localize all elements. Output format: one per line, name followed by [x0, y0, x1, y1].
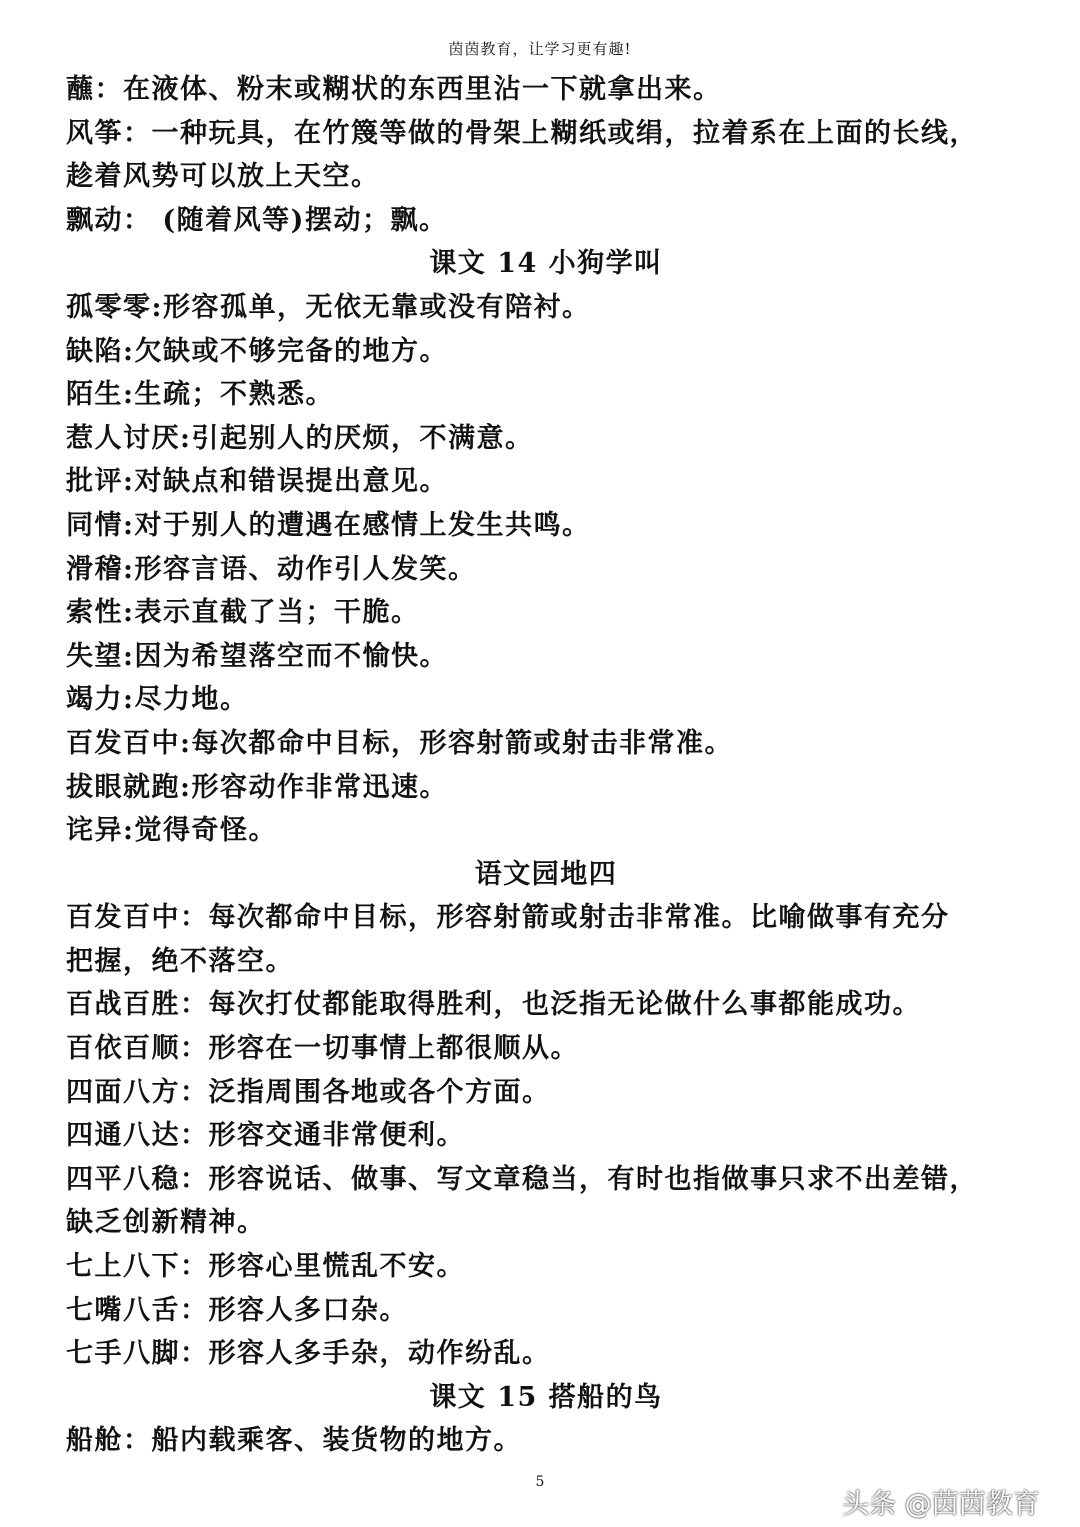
definition-line: 七嘴八舌：形容人多口杂。: [66, 1294, 408, 1326]
definition-line: 四平八稳：形容说话、做事、写文章稳当，有时也指做事只求不出差错，: [66, 1163, 978, 1195]
definition-line: 批评:对缺点和错误提出意见。: [66, 466, 448, 498]
definition-line: 百发百中:每次都命中目标，形容射箭或射击非常准。: [66, 727, 733, 759]
definition-line: 飘动： (随着风等)摆动；飘。: [66, 204, 448, 236]
definition-line: 孤零零:形容孤单，无依无靠或没有陪衬。: [66, 291, 591, 323]
definition-line: 七手八脚：形容人多手杂，动作纷乱。: [66, 1338, 551, 1370]
definition-line: 缺陷:欠缺或不够完备的地方。: [66, 335, 448, 367]
definition-line: 缺乏创新精神。: [66, 1207, 266, 1239]
definition-line: 拔眼就跑:形容动作非常迅速。: [66, 771, 448, 803]
definition-line: 蘸：在液体、粉末或糊状的东西里沾一下就拿出来。: [66, 74, 722, 105]
definition-line: 趁着风势可以放上天空。: [66, 161, 380, 193]
definition-line: 百战百胜：每次打仗都能取得胜利，也泛指无论做什么事都能成功。: [66, 989, 921, 1021]
definition-line: 同情:对于别人的遭遇在感情上发生共鸣。: [66, 509, 591, 541]
section-heading: 课文 14 小狗学叫: [429, 248, 663, 280]
definition-line: 七上八下：形容心里慌乱不安。: [66, 1251, 465, 1283]
definition-line: 竭力:尽力地。: [66, 684, 249, 716]
document-body: [66, 68, 1026, 1463]
definition-line: 失望:因为希望落空而不愉快。: [66, 640, 448, 672]
watermark: 头条 @茵茵教育: [842, 1489, 1040, 1520]
definition-line: 风筝：一种玩具，在竹篾等做的骨架上糊纸或绢，拉着系在上面的长线，: [66, 117, 978, 149]
section-heading: 语文园地四: [474, 858, 618, 890]
section-heading: 课文 15 搭船的鸟: [429, 1381, 663, 1413]
definition-line: 百依百顺：形容在一切事情上都很顺从。: [66, 1033, 579, 1065]
definition-line: 陌生:生疏；不熟悉。: [66, 379, 334, 411]
definition-line: 索性:表示直截了当；干脆。: [66, 597, 420, 629]
definition-line: 诧异:觉得奇怪。: [66, 815, 277, 847]
definition-line: 惹人讨厌:引起别人的厌烦，不满意。: [66, 422, 534, 454]
page-number: 5: [535, 1474, 545, 1490]
page-header: 茵茵教育，让学习更有趣!: [448, 40, 632, 58]
definition-line: 百发百中：每次都命中目标，形容射箭或射击非常准。比喻做事有充分: [66, 902, 950, 934]
definition-line: 四面八方：泛指周围各地或各个方面。: [66, 1076, 551, 1108]
definition-line: 船舱：船内载乘客、装货物的地方。: [66, 1425, 522, 1457]
definition-line: 滑稽:形容言语、动作引人发笑。: [66, 553, 477, 585]
definition-line: 把握，绝不落空。: [66, 945, 294, 977]
definition-line: 四通八达：形容交通非常便利。: [66, 1120, 465, 1152]
